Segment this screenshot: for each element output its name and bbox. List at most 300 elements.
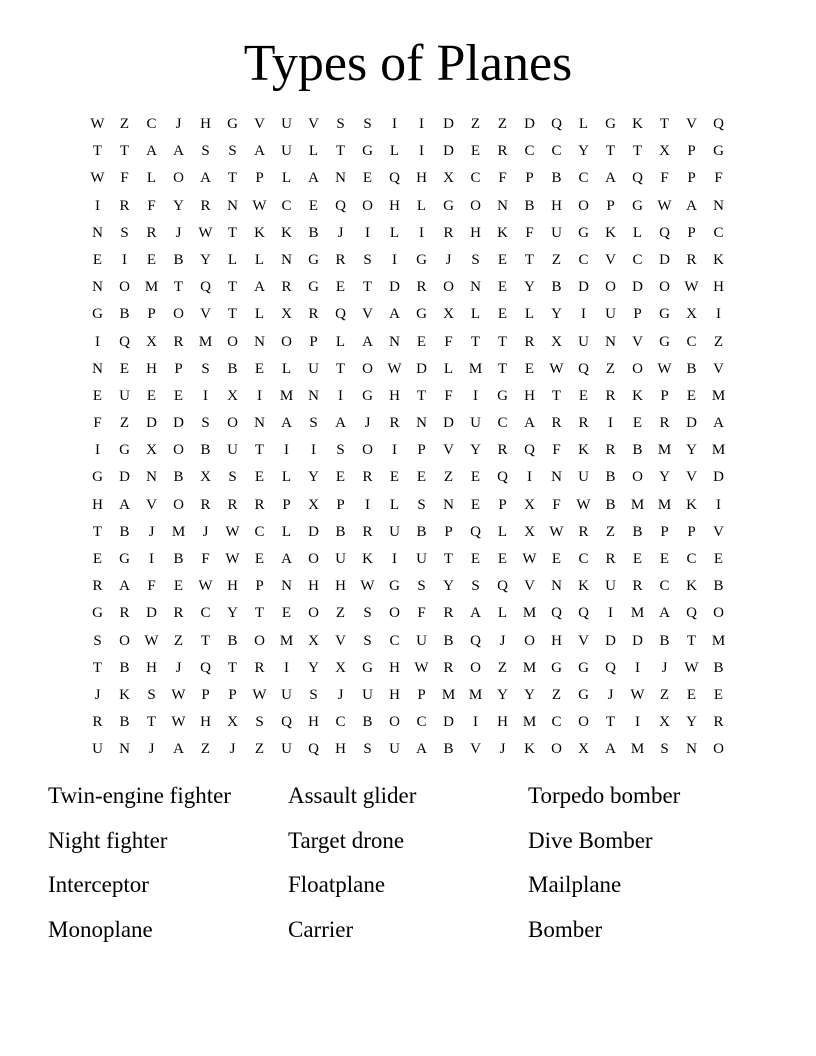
grid-cell[interactable]: P <box>174 360 183 377</box>
grid-cell[interactable]: F <box>417 605 426 622</box>
grid-cell[interactable]: M <box>198 333 213 350</box>
grid-cell[interactable]: H <box>524 387 535 404</box>
grid-cell[interactable]: T <box>227 279 238 296</box>
grid-cell[interactable]: I <box>473 714 478 731</box>
grid-cell[interactable]: W <box>144 632 159 649</box>
grid-cell[interactable]: Q <box>308 741 319 758</box>
grid-cell[interactable]: L <box>416 197 427 214</box>
grid-cell[interactable]: R <box>443 659 454 676</box>
grid-cell[interactable]: S <box>309 686 318 703</box>
grid-cell[interactable]: L <box>254 306 265 323</box>
grid-cell[interactable]: U <box>92 741 103 758</box>
grid-cell[interactable]: J <box>148 523 155 540</box>
grid-cell[interactable]: T <box>227 306 238 323</box>
grid-cell[interactable]: R <box>254 659 265 676</box>
grid-cell[interactable]: G <box>308 279 319 296</box>
grid-cell[interactable]: J <box>175 659 182 676</box>
grid-cell[interactable]: M <box>441 686 456 703</box>
grid-cell[interactable]: L <box>443 360 454 377</box>
grid-cell[interactable]: N <box>254 333 265 350</box>
grid-cell[interactable]: A <box>335 415 346 432</box>
grid-cell[interactable]: C <box>254 523 265 540</box>
grid-cell[interactable]: W <box>90 170 105 187</box>
grid-cell[interactable]: A <box>281 415 292 432</box>
grid-cell[interactable]: Z <box>659 686 670 703</box>
grid-cell[interactable]: D <box>119 469 130 486</box>
grid-cell[interactable]: G <box>308 251 319 268</box>
grid-cell[interactable]: L <box>227 251 238 268</box>
grid-cell[interactable]: I <box>392 116 397 132</box>
grid-cell[interactable]: O <box>173 170 184 187</box>
grid-cell[interactable]: A <box>389 306 400 323</box>
grid-cell[interactable]: E <box>497 279 508 296</box>
grid-cell[interactable]: W <box>360 578 375 595</box>
grid-cell[interactable]: P <box>309 333 318 350</box>
grid-cell[interactable]: K <box>497 224 508 241</box>
grid-cell[interactable]: P <box>201 686 210 703</box>
grid-cell[interactable]: O <box>605 279 616 296</box>
grid-cell[interactable]: V <box>686 469 697 486</box>
grid-cell[interactable]: A <box>605 741 616 758</box>
grid-cell[interactable]: O <box>362 360 373 377</box>
grid-cell[interactable]: G <box>713 143 724 160</box>
grid-cell[interactable]: T <box>173 279 184 296</box>
grid-cell[interactable]: O <box>119 632 130 649</box>
grid-cell[interactable]: O <box>578 197 589 214</box>
grid-cell[interactable]: R <box>659 415 670 432</box>
letter-grid[interactable] <box>84 111 732 764</box>
grid-cell[interactable]: T <box>470 333 481 350</box>
grid-cell[interactable]: L <box>308 143 319 160</box>
grid-cell[interactable]: A <box>605 170 616 187</box>
grid-cell[interactable]: L <box>335 333 346 350</box>
grid-cell[interactable]: G <box>416 251 427 268</box>
grid-cell[interactable]: I <box>473 387 478 404</box>
grid-cell[interactable]: X <box>659 143 670 160</box>
grid-cell[interactable]: U <box>416 551 427 567</box>
grid-cell[interactable]: A <box>119 578 130 595</box>
grid-cell[interactable]: H <box>470 224 481 241</box>
grid-cell[interactable]: L <box>146 170 157 187</box>
grid-cell[interactable]: E <box>335 279 346 296</box>
grid-cell[interactable]: J <box>607 686 614 703</box>
grid-cell[interactable]: L <box>281 360 292 377</box>
grid-cell[interactable]: U <box>389 523 400 540</box>
grid-cell[interactable]: S <box>147 686 156 703</box>
grid-cell[interactable]: B <box>227 632 238 649</box>
grid-cell[interactable]: M <box>630 605 645 622</box>
grid-cell[interactable]: H <box>551 197 562 214</box>
grid-cell[interactable]: J <box>337 224 344 241</box>
grid-cell[interactable]: P <box>687 224 696 241</box>
grid-cell[interactable]: H <box>389 686 400 703</box>
grid-cell[interactable]: I <box>419 143 424 160</box>
grid-cell[interactable]: Y <box>200 251 211 268</box>
grid-cell[interactable]: C <box>551 143 562 160</box>
grid-cell[interactable]: I <box>581 306 586 323</box>
grid-cell[interactable]: P <box>687 170 696 187</box>
grid-cell[interactable]: T <box>146 714 157 731</box>
grid-cell[interactable]: A <box>119 496 130 513</box>
grid-cell[interactable]: L <box>497 605 508 622</box>
grid-cell[interactable]: C <box>470 170 481 187</box>
grid-cell[interactable]: S <box>309 415 318 432</box>
grid-cell[interactable]: Q <box>713 116 724 132</box>
grid-cell[interactable]: M <box>657 496 672 513</box>
grid-cell[interactable]: A <box>713 415 724 432</box>
grid-cell[interactable]: N <box>497 197 508 214</box>
grid-cell[interactable]: U <box>281 116 292 132</box>
grid-cell[interactable]: P <box>282 496 291 513</box>
grid-cell[interactable]: E <box>362 170 373 187</box>
grid-cell[interactable]: T <box>632 143 643 160</box>
grid-cell[interactable]: I <box>392 551 397 567</box>
grid-cell[interactable]: H <box>308 578 319 595</box>
grid-cell[interactable]: N <box>308 387 319 404</box>
grid-cell[interactable]: I <box>203 387 208 404</box>
grid-cell[interactable]: Q <box>119 333 130 350</box>
grid-cell[interactable]: I <box>122 251 127 268</box>
grid-cell[interactable]: W <box>90 116 105 132</box>
grid-cell[interactable]: K <box>524 741 535 758</box>
grid-cell[interactable]: J <box>175 116 182 132</box>
grid-cell[interactable]: X <box>659 714 670 731</box>
grid-cell[interactable]: S <box>201 415 210 432</box>
grid-cell[interactable]: U <box>389 741 400 758</box>
grid-cell[interactable]: M <box>144 279 159 296</box>
grid-cell[interactable]: B <box>173 251 184 268</box>
grid-cell[interactable]: A <box>254 143 265 160</box>
grid-cell[interactable]: G <box>362 143 373 160</box>
grid-cell[interactable]: I <box>635 659 640 676</box>
grid-cell[interactable]: O <box>443 279 454 296</box>
grid-cell[interactable]: S <box>363 251 372 268</box>
grid-cell[interactable]: W <box>549 360 564 377</box>
grid-cell[interactable]: T <box>686 632 697 649</box>
grid-cell[interactable]: A <box>686 197 697 214</box>
grid-cell[interactable]: Q <box>200 279 211 296</box>
grid-cell[interactable]: E <box>308 197 319 214</box>
grid-cell[interactable]: O <box>281 333 292 350</box>
grid-cell[interactable]: O <box>173 306 184 323</box>
grid-cell[interactable]: V <box>470 741 481 758</box>
grid-cell[interactable]: D <box>578 279 589 296</box>
grid-cell[interactable]: Y <box>578 143 589 160</box>
grid-cell[interactable]: R <box>389 415 400 432</box>
grid-cell[interactable]: N <box>470 279 481 296</box>
grid-cell[interactable]: R <box>254 496 265 513</box>
grid-cell[interactable]: C <box>335 714 346 731</box>
grid-cell[interactable]: I <box>392 251 397 268</box>
grid-cell[interactable]: J <box>94 686 101 703</box>
grid-cell[interactable]: T <box>605 143 616 160</box>
grid-cell[interactable]: O <box>659 279 670 296</box>
grid-cell[interactable]: Z <box>119 415 130 432</box>
grid-cell[interactable]: I <box>95 442 100 459</box>
grid-cell[interactable]: R <box>200 197 211 214</box>
grid-cell[interactable]: G <box>659 306 670 323</box>
grid-cell[interactable]: R <box>119 605 130 622</box>
grid-cell[interactable]: T <box>92 143 103 160</box>
grid-cell[interactable]: V <box>713 523 724 540</box>
grid-cell[interactable]: T <box>497 360 508 377</box>
grid-cell[interactable]: R <box>578 415 589 432</box>
grid-cell[interactable]: T <box>254 605 265 622</box>
grid-cell[interactable]: A <box>659 605 670 622</box>
grid-cell[interactable]: O <box>308 605 319 622</box>
grid-cell[interactable]: D <box>686 415 697 432</box>
grid-cell[interactable]: O <box>362 197 373 214</box>
grid-cell[interactable]: E <box>92 387 103 404</box>
grid-cell[interactable]: I <box>716 306 721 323</box>
grid-cell[interactable]: S <box>228 469 237 486</box>
grid-cell[interactable]: F <box>444 387 453 404</box>
grid-cell[interactable]: J <box>148 741 155 758</box>
grid-cell[interactable]: Q <box>605 659 616 676</box>
grid-cell[interactable]: B <box>119 306 130 323</box>
grid-cell[interactable]: W <box>684 659 699 676</box>
grid-cell[interactable]: N <box>92 360 103 377</box>
grid-cell[interactable]: R <box>119 197 130 214</box>
grid-cell[interactable]: Y <box>686 442 697 459</box>
grid-cell[interactable]: G <box>92 306 103 323</box>
grid-cell[interactable]: S <box>336 442 345 459</box>
grid-cell[interactable]: B <box>524 197 535 214</box>
grid-cell[interactable]: N <box>389 333 400 350</box>
grid-cell[interactable]: B <box>605 469 616 486</box>
grid-cell[interactable]: S <box>201 143 210 160</box>
grid-cell[interactable]: C <box>551 714 562 731</box>
grid-cell[interactable]: N <box>281 251 292 268</box>
grid-cell[interactable]: R <box>497 143 508 160</box>
grid-cell[interactable]: K <box>578 442 589 459</box>
grid-cell[interactable]: P <box>687 523 696 540</box>
grid-cell[interactable]: Z <box>254 741 265 758</box>
grid-cell[interactable]: T <box>551 387 562 404</box>
grid-cell[interactable]: V <box>524 578 535 595</box>
grid-cell[interactable]: M <box>657 442 672 459</box>
grid-cell[interactable]: H <box>389 387 400 404</box>
grid-cell[interactable]: E <box>497 251 508 268</box>
grid-cell[interactable]: B <box>362 714 373 731</box>
grid-cell[interactable]: G <box>497 387 508 404</box>
grid-cell[interactable]: U <box>281 143 292 160</box>
grid-cell[interactable]: A <box>173 143 184 160</box>
grid-cell[interactable]: C <box>497 415 508 432</box>
grid-cell[interactable]: K <box>686 496 697 513</box>
grid-cell[interactable]: V <box>254 116 265 132</box>
grid-cell[interactable]: F <box>552 496 561 513</box>
grid-cell[interactable]: U <box>605 306 616 323</box>
grid-cell[interactable]: E <box>686 387 697 404</box>
grid-cell[interactable]: N <box>416 415 427 432</box>
grid-cell[interactable]: P <box>660 523 669 540</box>
grid-cell[interactable]: Y <box>659 469 670 486</box>
grid-cell[interactable]: D <box>632 632 643 649</box>
grid-cell[interactable]: E <box>497 551 508 567</box>
grid-cell[interactable]: I <box>419 224 424 241</box>
grid-cell[interactable]: M <box>468 360 483 377</box>
grid-cell[interactable]: W <box>630 686 645 703</box>
grid-cell[interactable]: X <box>578 741 589 758</box>
grid-cell[interactable]: W <box>198 578 213 595</box>
grid-cell[interactable]: R <box>92 578 103 595</box>
grid-cell[interactable]: C <box>416 714 427 731</box>
grid-cell[interactable]: O <box>227 333 238 350</box>
grid-cell[interactable]: W <box>684 279 699 296</box>
grid-cell[interactable]: H <box>713 279 724 296</box>
grid-cell[interactable]: Y <box>497 686 508 703</box>
grid-cell[interactable]: B <box>686 360 697 377</box>
grid-cell[interactable]: D <box>443 143 454 160</box>
grid-cell[interactable]: Y <box>524 686 535 703</box>
grid-cell[interactable]: H <box>551 632 562 649</box>
grid-cell[interactable]: Q <box>686 605 697 622</box>
grid-cell[interactable]: N <box>443 496 454 513</box>
grid-cell[interactable]: C <box>686 333 697 350</box>
grid-cell[interactable]: O <box>524 632 535 649</box>
grid-cell[interactable]: F <box>201 551 210 567</box>
grid-cell[interactable]: U <box>578 333 589 350</box>
grid-cell[interactable]: L <box>389 143 400 160</box>
grid-cell[interactable]: K <box>578 578 589 595</box>
grid-cell[interactable]: R <box>227 496 238 513</box>
grid-cell[interactable]: J <box>337 686 344 703</box>
grid-cell[interactable]: T <box>524 251 535 268</box>
grid-cell[interactable]: V <box>578 632 589 649</box>
grid-cell[interactable]: S <box>417 578 426 595</box>
grid-cell[interactable]: C <box>281 197 292 214</box>
grid-cell[interactable]: V <box>443 442 454 459</box>
grid-cell[interactable]: X <box>200 469 211 486</box>
grid-cell[interactable]: K <box>713 251 724 268</box>
grid-cell[interactable]: D <box>389 279 400 296</box>
grid-cell[interactable]: F <box>498 170 507 187</box>
grid-cell[interactable]: A <box>416 741 427 758</box>
grid-cell[interactable]: J <box>661 659 668 676</box>
grid-cell[interactable]: C <box>713 224 724 241</box>
grid-cell[interactable]: M <box>522 659 537 676</box>
grid-cell[interactable]: J <box>364 415 371 432</box>
grid-cell[interactable]: A <box>254 279 265 296</box>
grid-cell[interactable]: W <box>171 686 186 703</box>
grid-cell[interactable]: O <box>389 605 400 622</box>
grid-cell[interactable]: G <box>578 659 589 676</box>
grid-cell[interactable]: X <box>443 306 454 323</box>
grid-cell[interactable]: N <box>686 741 697 758</box>
grid-cell[interactable]: Y <box>443 578 454 595</box>
grid-cell[interactable]: L <box>497 523 508 540</box>
grid-cell[interactable]: J <box>202 523 209 540</box>
grid-cell[interactable]: O <box>119 279 130 296</box>
grid-cell[interactable]: W <box>576 496 591 513</box>
grid-cell[interactable]: G <box>119 442 130 459</box>
grid-cell[interactable]: I <box>608 415 613 432</box>
grid-cell[interactable]: I <box>365 496 370 513</box>
grid-cell[interactable]: T <box>92 659 103 676</box>
grid-cell[interactable]: H <box>146 659 157 676</box>
grid-cell[interactable]: D <box>443 415 454 432</box>
grid-cell[interactable]: U <box>281 741 292 758</box>
grid-cell[interactable]: U <box>416 632 427 649</box>
grid-cell[interactable]: U <box>227 442 238 459</box>
grid-cell[interactable]: M <box>711 387 726 404</box>
grid-cell[interactable]: P <box>255 578 264 595</box>
grid-cell[interactable]: O <box>632 469 643 486</box>
grid-cell[interactable]: S <box>363 116 372 132</box>
grid-cell[interactable]: W <box>387 360 402 377</box>
grid-cell[interactable]: B <box>416 523 427 540</box>
grid-cell[interactable]: H <box>416 170 427 187</box>
grid-cell[interactable]: J <box>445 251 452 268</box>
grid-cell[interactable]: U <box>281 686 292 703</box>
grid-cell[interactable]: S <box>93 632 102 649</box>
grid-cell[interactable]: W <box>225 551 240 567</box>
grid-cell[interactable]: S <box>201 360 210 377</box>
grid-cell[interactable]: X <box>146 333 157 350</box>
grid-cell[interactable]: Q <box>281 714 292 731</box>
grid-cell[interactable]: I <box>284 442 289 459</box>
grid-cell[interactable]: B <box>443 632 454 649</box>
grid-cell[interactable]: H <box>497 714 508 731</box>
grid-cell[interactable]: F <box>147 197 156 214</box>
grid-cell[interactable]: G <box>119 551 130 567</box>
grid-cell[interactable]: D <box>173 415 184 432</box>
grid-cell[interactable]: S <box>417 496 426 513</box>
grid-cell[interactable]: K <box>254 224 265 241</box>
grid-cell[interactable]: E <box>335 469 346 486</box>
grid-cell[interactable]: Z <box>605 523 616 540</box>
grid-cell[interactable]: H <box>227 578 238 595</box>
grid-cell[interactable]: Q <box>659 224 670 241</box>
grid-cell[interactable]: F <box>714 170 723 187</box>
grid-cell[interactable]: A <box>362 333 373 350</box>
grid-cell[interactable]: Z <box>173 632 184 649</box>
grid-cell[interactable]: K <box>119 686 130 703</box>
grid-cell[interactable]: E <box>416 469 427 486</box>
grid-cell[interactable]: J <box>499 632 506 649</box>
grid-cell[interactable]: W <box>657 197 672 214</box>
grid-cell[interactable]: T <box>227 659 238 676</box>
grid-cell[interactable]: C <box>632 251 643 268</box>
grid-cell[interactable]: N <box>281 578 292 595</box>
grid-cell[interactable]: D <box>443 714 454 731</box>
grid-cell[interactable]: I <box>311 442 316 459</box>
grid-cell[interactable]: R <box>605 551 616 567</box>
grid-cell[interactable]: C <box>200 605 211 622</box>
grid-cell[interactable]: R <box>713 714 724 731</box>
grid-cell[interactable]: C <box>524 143 535 160</box>
grid-cell[interactable]: I <box>716 496 721 513</box>
grid-cell[interactable]: T <box>335 143 346 160</box>
grid-cell[interactable]: Z <box>497 116 508 132</box>
grid-cell[interactable]: E <box>92 251 103 268</box>
grid-cell[interactable]: R <box>443 605 454 622</box>
grid-cell[interactable]: P <box>660 387 669 404</box>
grid-cell[interactable]: O <box>308 551 319 567</box>
grid-cell[interactable]: A <box>524 415 535 432</box>
grid-cell[interactable]: G <box>578 686 589 703</box>
grid-cell[interactable]: X <box>551 333 562 350</box>
grid-cell[interactable]: E <box>470 551 481 567</box>
grid-cell[interactable]: L <box>281 170 292 187</box>
grid-cell[interactable]: W <box>549 523 564 540</box>
grid-cell[interactable]: O <box>551 741 562 758</box>
grid-cell[interactable]: O <box>362 442 373 459</box>
grid-cell[interactable]: Z <box>551 686 562 703</box>
grid-cell[interactable]: T <box>335 360 346 377</box>
grid-cell[interactable]: D <box>659 251 670 268</box>
